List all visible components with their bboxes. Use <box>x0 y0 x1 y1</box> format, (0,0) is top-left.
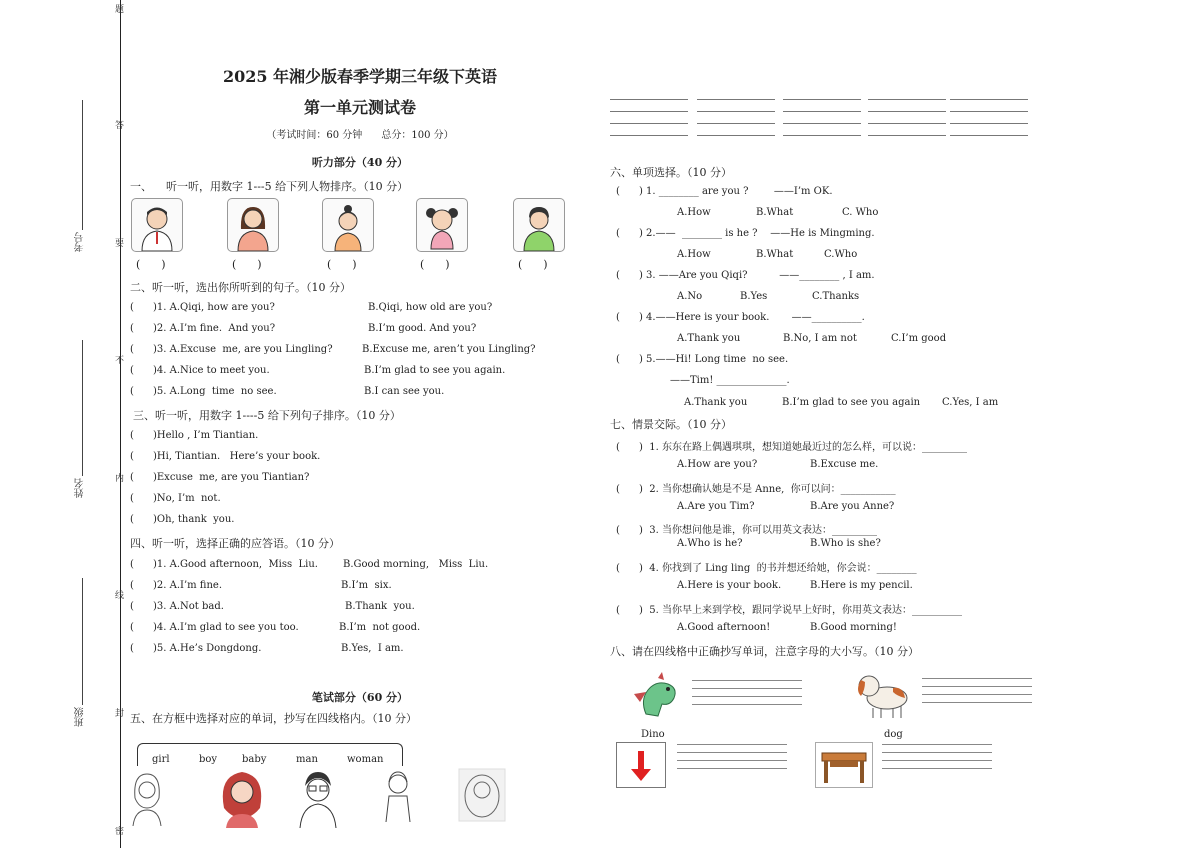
q6-item-3-a: A.No <box>677 291 703 302</box>
q2-item-3-b: B.Excuse me, aren’t you Lingling? <box>362 344 536 355</box>
baby-girl-picture <box>416 198 468 252</box>
q6-item-3-c: C.Thanks <box>812 291 860 302</box>
q3-item-1[interactable]: ( )Hello , I’m Tiantian. <box>130 430 259 441</box>
desk-picture <box>815 742 873 788</box>
q7-item-5-b: B.Good morning! <box>810 622 897 633</box>
boy-picture <box>513 198 565 252</box>
q3-item-5[interactable]: ( )Oh, thank you. <box>130 514 235 525</box>
girl-picture <box>322 198 374 252</box>
q6-item-2-b: B.What <box>756 249 794 260</box>
q6-item-5-line2[interactable]: ——Tim! ______________. <box>670 375 790 386</box>
q6-item-1[interactable]: ( ) 1. ________ are you ? ——I’m OK. <box>616 186 833 197</box>
q6-item-2-c: C.Who <box>824 249 858 260</box>
q2-item-2-b: B.I’m good. And you? <box>368 323 477 334</box>
q6-item-4-b: B.No, I am not <box>783 333 857 344</box>
q4-item-2-b: B.I’m six. <box>341 580 392 591</box>
q5-picture-man <box>295 768 341 832</box>
q4-item-2[interactable]: ( )2. A.I’m fine. <box>130 580 222 591</box>
q1-answer-1[interactable]: ( ) <box>136 258 166 271</box>
q4-item-5[interactable]: ( )5. A.He’s Dongdong. <box>130 643 262 654</box>
q4-item-3-b: B.Thank you. <box>345 601 415 612</box>
kaohao-blank[interactable] <box>82 100 83 230</box>
class-blank[interactable] <box>82 578 83 705</box>
q6-item-3-b: B.Yes <box>740 291 768 302</box>
q6-item-4-a: A.Thank you <box>677 333 741 344</box>
binding-char: 题 <box>113 4 123 13</box>
q2-item-2[interactable]: ( )2. A.I’m fine. And you? <box>130 323 276 334</box>
q5-picture-boy <box>381 768 415 826</box>
binding-char: 要 <box>113 238 123 247</box>
binding-char: 封 <box>113 708 123 717</box>
q8-title: 八、请在四线格中正确抄写单词，注意字母的大小写。（10 分） <box>610 645 919 658</box>
q5-writing-lines-3[interactable] <box>783 99 861 139</box>
q6-item-1-c: C. Who <box>842 207 879 218</box>
exam-info: （考试时间：60 分钟 总分：100 分） <box>266 130 454 141</box>
listening-heading: 听力部分（40 分） <box>311 156 409 169</box>
word-man: man <box>296 754 318 765</box>
q3-title: 三、听一听，用数字 1----5 给下列句子排序。（10 分） <box>133 409 401 422</box>
binding-char: 线 <box>113 590 123 599</box>
q4-item-1[interactable]: ( )1. A.Good afternoon, Miss Liu. <box>130 559 318 570</box>
word-girl: girl <box>152 754 170 765</box>
label-kaohao: 考号 <box>75 232 86 252</box>
binding-char: 不 <box>113 355 123 364</box>
q2-item-3[interactable]: ( )3. A.Excuse me, are you Lingling? <box>130 344 333 355</box>
q7-item-3[interactable]: ( ) 3. 当你想问他是谁，你可以用英文表达：_________ <box>616 525 877 536</box>
q5-writing-lines-1[interactable] <box>610 99 688 139</box>
q3-item-4[interactable]: ( )No, I’m not. <box>130 493 221 504</box>
q7-item-1-a: A.How are you? <box>677 459 758 470</box>
q5-writing-lines-5[interactable] <box>950 99 1028 139</box>
q7-item-3-b: B.Who is she? <box>810 538 881 549</box>
q7-item-2-b: B.Are you Anne? <box>810 501 895 512</box>
word-woman: woman <box>347 754 384 765</box>
q4-item-4[interactable]: ( )4. A.I’m glad to see you too. <box>130 622 299 633</box>
label-name: 姓名 <box>75 478 86 498</box>
q5-writing-lines-4[interactable] <box>868 99 946 139</box>
q1-answer-2[interactable]: ( ) <box>232 258 262 271</box>
q1-answer-3[interactable]: ( ) <box>327 258 357 271</box>
dog-writing-lines[interactable] <box>922 678 1032 708</box>
q2-item-1-b: B.Qiqi, how old are you? <box>368 302 493 313</box>
binding-char: 内 <box>113 473 123 482</box>
q4-title: 四、听一听，选择正确的应答语。（10 分） <box>130 537 340 550</box>
q6-item-4-c: C.I’m good <box>891 333 947 344</box>
q7-item-1[interactable]: ( ) 1. 东东在路上偶遇琪琪，想知道她最近过的怎么样，可以说：_________ <box>616 442 967 453</box>
q2-title: 二、听一听，选出你所听到的句子。（10 分） <box>130 281 351 294</box>
q3-item-3[interactable]: ( )Excuse me, are you Tiantian? <box>130 472 310 483</box>
q5-picture-girl <box>127 768 167 832</box>
page-subtitle: 第一单元测试卷 <box>303 98 416 117</box>
q7-item-2-a: A.Are you Tim? <box>677 501 755 512</box>
q7-title: 七、情景交际。（10 分） <box>610 418 732 431</box>
q7-item-5[interactable]: ( ) 5. 当你早上来到学校，跟同学说早上好时，你用英文表达：__________ <box>616 605 962 616</box>
q6-item-2[interactable]: ( ) 2.—— ________ is he ? ——He is Mingming. <box>616 228 875 239</box>
q4-item-1-b: B.Good morning, Miss Liu. <box>343 559 489 570</box>
q6-item-5-a: A.Thank you <box>684 397 748 408</box>
binding-char: 密 <box>113 826 123 835</box>
word-baby: baby <box>242 754 267 765</box>
q2-item-5[interactable]: ( )5. A.Long time no see. <box>130 386 277 397</box>
q5-writing-lines-2[interactable] <box>697 99 775 139</box>
q6-item-1-b: B.What <box>756 207 794 218</box>
q7-item-2[interactable]: ( ) 2. 当你想确认她是不是 Anne, 你可以问：___________ <box>616 484 896 495</box>
q6-item-3[interactable]: ( ) 3. ——Are you Qiqi? ——________ , I am. <box>616 270 875 281</box>
man-picture <box>131 198 183 252</box>
q5-title: 五、在方框中选择对应的单词，抄写在四线格内。（10 分） <box>130 712 417 725</box>
q4-item-5-b: B.Yes, I am. <box>341 643 404 654</box>
q7-item-5-a: A.Good afternoon! <box>677 622 771 633</box>
dino-writing-lines[interactable] <box>692 680 802 710</box>
q7-item-4-b: B.Here is my pencil. <box>810 580 913 591</box>
q7-item-1-b: B.Excuse me. <box>810 459 879 470</box>
q5-picture-baby <box>458 768 506 826</box>
q6-item-2-a: A.How <box>677 249 711 260</box>
q1-answer-4[interactable]: ( ) <box>420 258 450 271</box>
q6-title: 六、单项选择。（10 分） <box>610 166 732 179</box>
q2-item-4[interactable]: ( )4. A.Nice to meet you. <box>130 365 270 376</box>
q7-item-4[interactable]: ( ) 4. 你找到了 Ling ling 的书并想还给她，你会说：________ <box>616 563 917 574</box>
arrow-writing-lines[interactable] <box>677 744 787 774</box>
dog-picture <box>853 668 915 724</box>
dog-label: dog <box>884 729 903 740</box>
label-class: 班级 <box>75 707 86 727</box>
q7-item-4-a: A.Here is your book. <box>677 580 782 591</box>
q1-title: 一、 听一听，用数字 1---5 给下列人物排序。（10 分） <box>130 180 409 193</box>
q2-item-4-b: B.I’m glad to see you again. <box>364 365 506 376</box>
binding-char: 答 <box>113 120 123 129</box>
dino-picture <box>628 670 686 726</box>
q2-item-1[interactable]: ( )1. A.Qiqi, how are you? <box>130 302 275 313</box>
written-heading: 笔试部分（60 分） <box>311 691 409 704</box>
desk-writing-lines[interactable] <box>882 744 992 774</box>
q6-item-4[interactable]: ( ) 4.——Here is your book. ——__________. <box>616 312 865 323</box>
q5-picture-woman <box>216 766 268 832</box>
page-title: 2025 年湘少版春季学期三年级下英语 <box>222 67 498 86</box>
q4-item-4-b: B.I’m not good. <box>339 622 421 633</box>
q6-item-5-c: C.Yes, I am <box>942 397 999 408</box>
down-arrow-picture <box>616 742 666 788</box>
q4-item-3[interactable]: ( )3. A.Not bad. <box>130 601 224 612</box>
woman-picture <box>227 198 279 252</box>
q2-item-5-b: B.I can see you. <box>364 386 445 397</box>
name-blank[interactable] <box>82 340 83 476</box>
q7-item-3-a: A.Who is he? <box>677 538 743 549</box>
q6-item-5-b: B.I’m glad to see you again <box>782 397 921 408</box>
q6-item-1-a: A.How <box>677 207 711 218</box>
q3-item-2[interactable]: ( )Hi, Tiantian. Here’s your book. <box>130 451 321 462</box>
dino-label: Dino <box>641 729 665 740</box>
word-boy: boy <box>199 754 218 765</box>
q1-answer-5[interactable]: ( ) <box>518 258 548 271</box>
q6-item-5[interactable]: ( ) 5.——Hi! Long time no see. <box>616 354 789 365</box>
